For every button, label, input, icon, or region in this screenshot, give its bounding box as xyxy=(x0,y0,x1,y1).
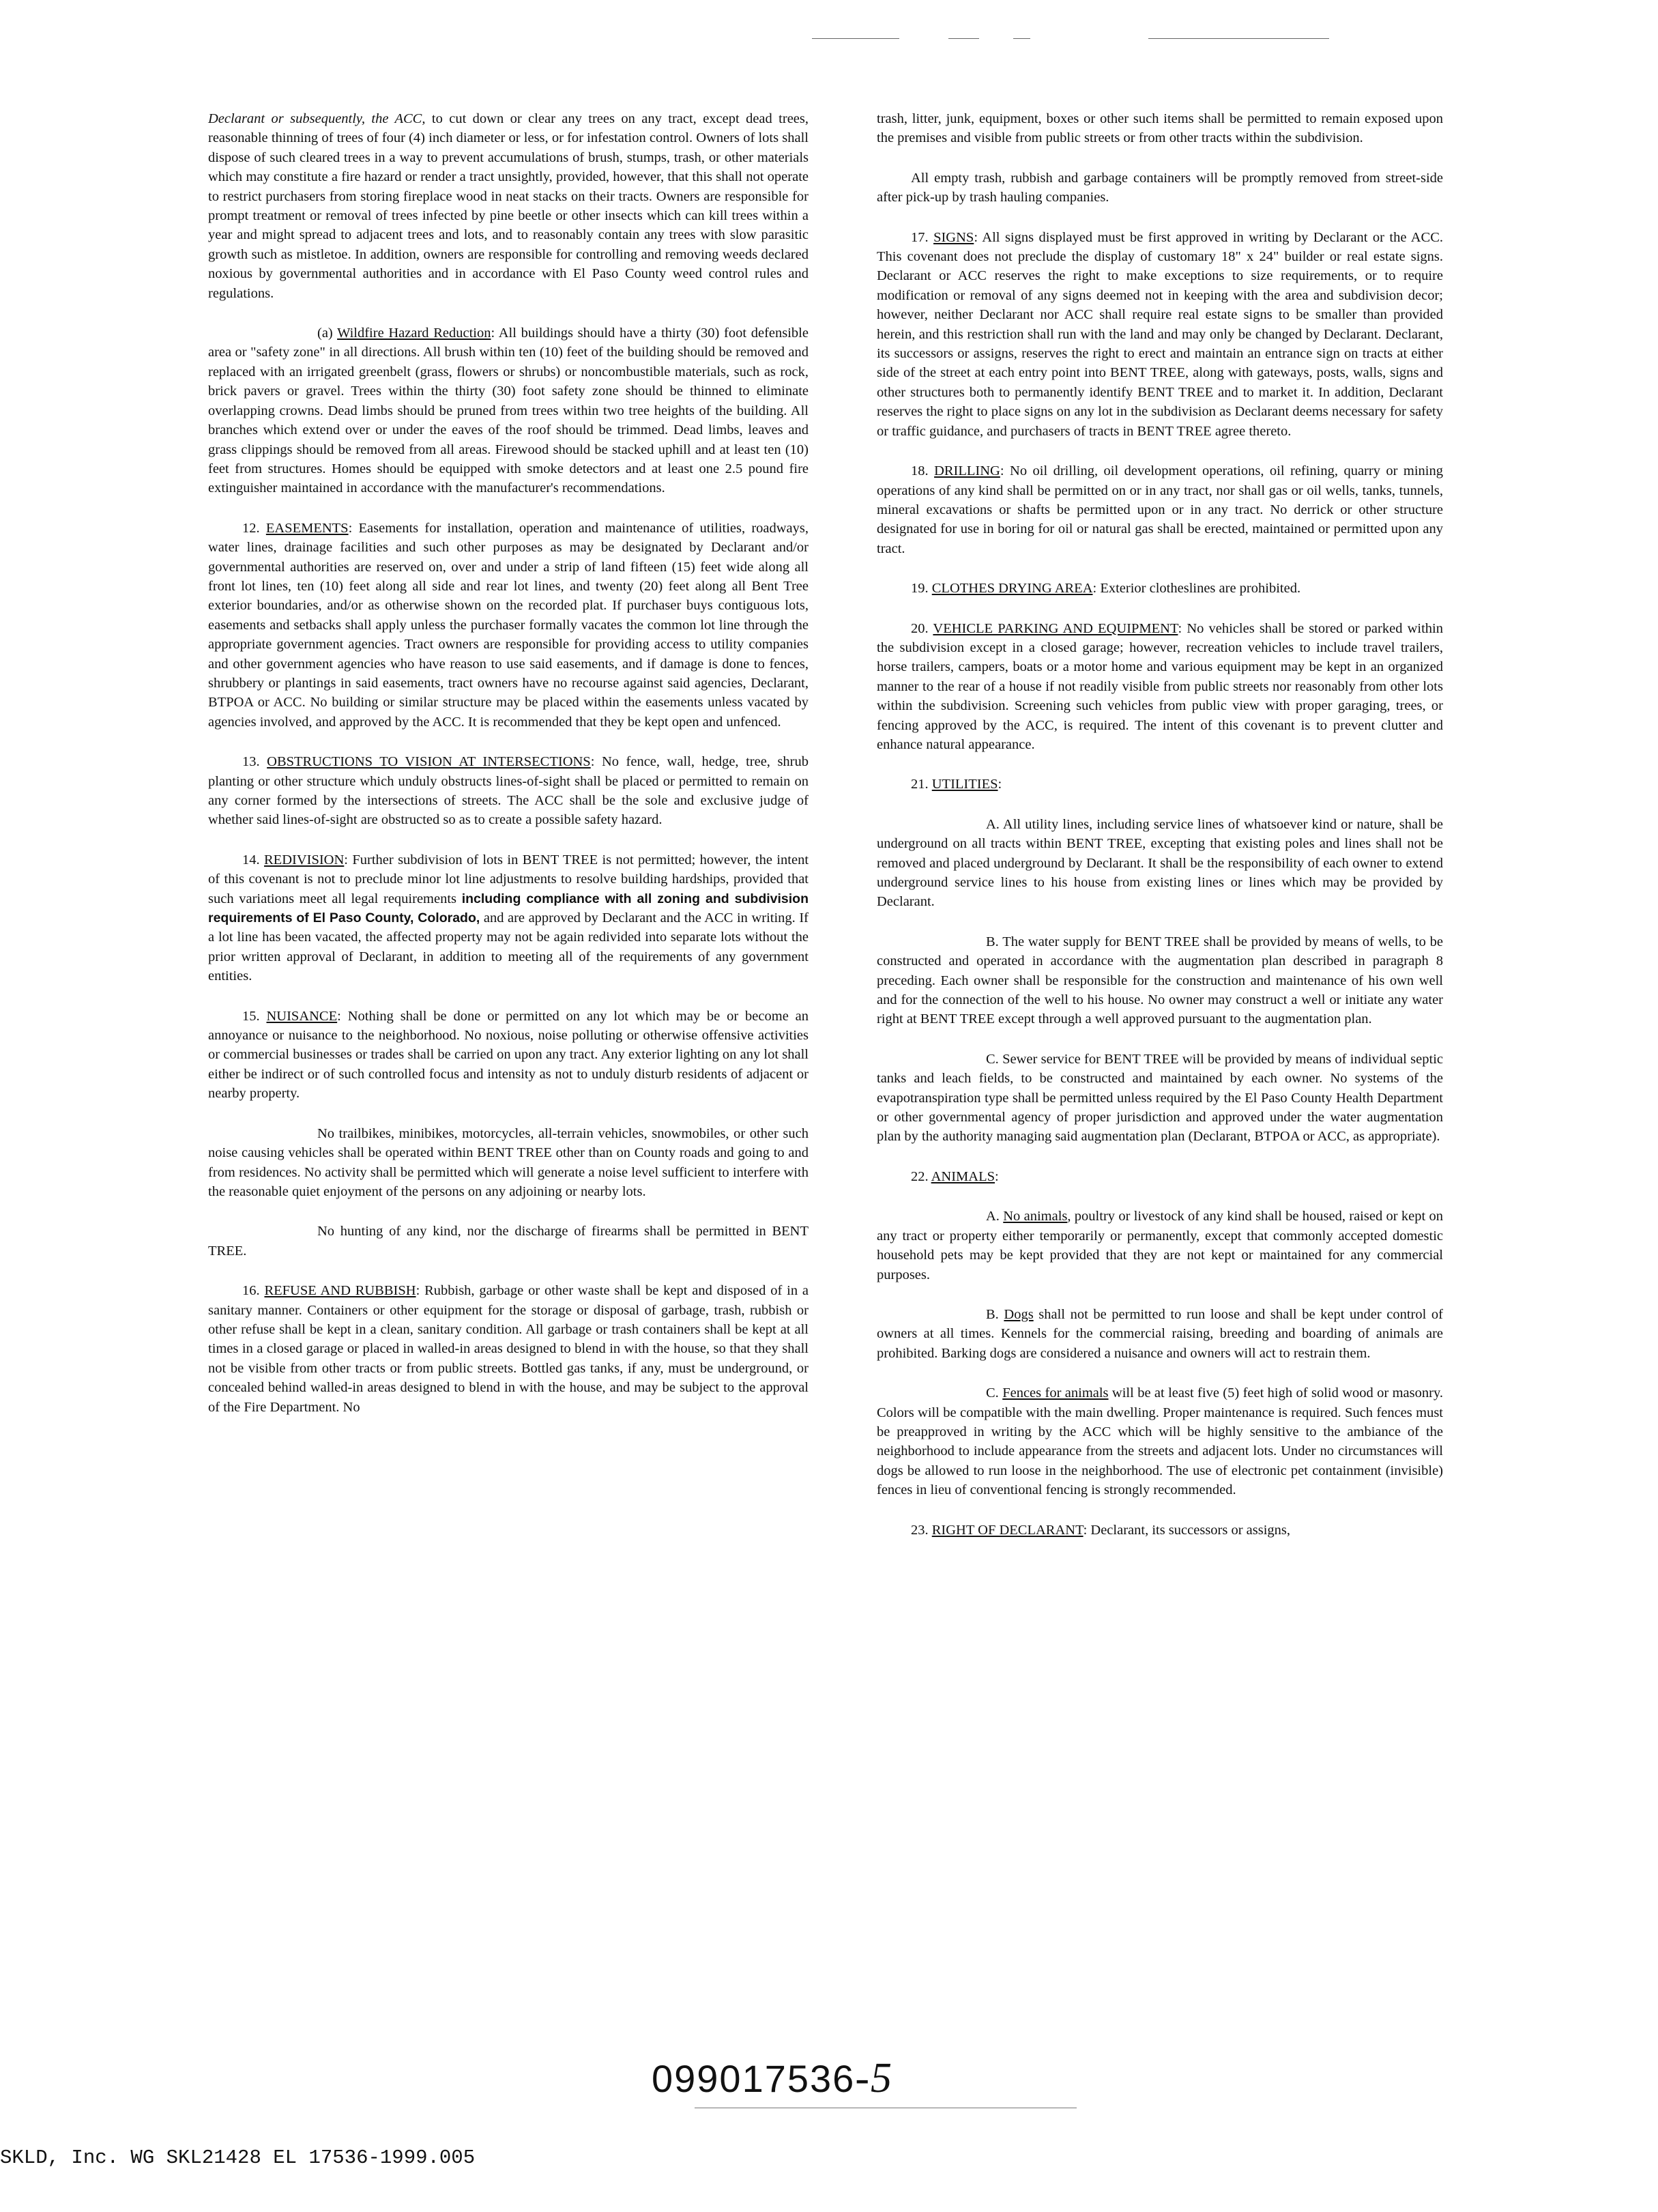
paragraph-text: shall not be permitted to run loose and shall be kept under control of owners at all times. Kennels for the commercial raising, breeding and boarding of animals are prohibited. Barking dogs are considered a nuisance and owners will act to restrain them. xyxy=(877,1306,1443,1361)
section-number: 14. xyxy=(242,852,264,867)
paragraph-text: : Exterior clotheslines are prohibited. xyxy=(1092,581,1301,597)
section-number: 15. xyxy=(242,1008,267,1024)
paragraph-text: : xyxy=(995,1168,999,1184)
section-heading: DRILLING xyxy=(934,463,1000,479)
top-rule xyxy=(1148,38,1329,39)
paragraph-lead: B. xyxy=(986,1306,1004,1322)
section-heading: EASEMENTS xyxy=(265,520,349,536)
paragraph-vehicles: No trailbikes, minibikes, motorcycles, all-terrain vehicles, snowmobiles, or other such noise causing vehicles shall be operated within BENT TREE other than on County roads and going to and from residences. No activity shall be permitted which will generate a noise level sufficient to interfere with the reasonable quiet enjoyment of the persons on any adjoining or nearby lots. xyxy=(208,1125,809,1199)
top-rule xyxy=(948,38,979,39)
paragraph-refuse-continued: trash, litter, junk, equipment, boxes or other such items shall be permitted to remain exposed upon the premises and visible from public streets or from other tracts within the subdivision. xyxy=(877,111,1443,146)
document-number-stamp xyxy=(652,2054,893,2103)
paragraph-text: , poultry or livestock of any kind shall be housed, raised or kept on any tract or property either temporarily or permanently, except that commonly accepted domestic household pets may be kept provided that they are not kept or maintained for any commercial purposes. xyxy=(877,1209,1443,1282)
section-heading: REDIVISION xyxy=(264,852,345,867)
section-heading: REFUSE AND RUBBISH xyxy=(264,1283,416,1299)
section-18-drilling xyxy=(877,461,1443,558)
section-number: 12. xyxy=(242,520,266,536)
section-heading: Wildfire Hazard Reduction xyxy=(337,326,491,341)
section-heading: Fences for animals xyxy=(1002,1385,1109,1401)
section-number: 13. xyxy=(242,754,267,770)
section-23-right-of-declarant xyxy=(877,1521,1443,1540)
paragraph-utilities-c: C. Sewer service for BENT TREE will be provided by means of individual septic tanks and leach fields, to be constructed and maintained by each owner. No systems of the evapotranspiration type shall be permitted unless required by the El Paso County Health Department or other governmental agency of proper jurisdiction and approved under the water augmentation plan by the authority managing said augmentation plan (Declarant, BTPOA or ACC, as appropriate). xyxy=(877,1051,1443,1145)
section-number: 17. xyxy=(911,229,934,245)
section-17-signs xyxy=(877,228,1443,441)
paragraph-lead: Declarant or subsequently, the ACC, xyxy=(208,111,426,126)
paragraph-text: will be at least five (5) feet high of solid wood or masonry. Colors will be compatible with the main dwelling. Proper maintenance is required. Such fences must be preapproved in writing by the ACC which will be highly sensitive to the ambiance of the neighborhood to include appearance from the streets and adjacent lots. Under no circumstances will dogs be allowed to run loose in the neighborhood. The use of electronic pet containment (invisible) fences in lieu of conventional fencing is strongly recommended. xyxy=(877,1385,1443,1498)
handwritten-page-suffix: -5 xyxy=(855,2055,893,2101)
paragraph-text: : Easements for installation, operation and maintenance of utilities, roadways, water lines, drainage facilities and such other purposes as may be designated by Declarant and/or governmental authorities are reserved on, over and under a strip of land fifteen (15) feet wide along all front lot lines, ten (10) feet along all side and rear lot lines, and twenty (20) feet along all Bent Tree exterior boundaries, and/or as otherwise shown on the recorded plat. If purchaser buys contiguous lots, easements and setbacks shall apply unless the purchaser formally vacates the common lot line through the appropriate government agencies. Tract owners are responsible for providing access to utility companies and other government agencies who have reason to use said easements, and if damage is done to fences, shrubbery or plantings in said easements, tract owners have no recourse against said agencies, Declarant, BTPOA or ACC. No building or similar structure may be placed within the easements unless vacated by agencies involved, and approved by the ACC. It is recommended that they be kept open and unfenced. xyxy=(208,520,809,730)
section-14-redivision xyxy=(208,850,809,986)
section-21-utilities xyxy=(877,775,1443,794)
section-heading: VEHICLE PARKING AND EQUIPMENT xyxy=(933,620,1178,636)
section-heading: SIGNS xyxy=(933,229,974,245)
section-13-obstructions xyxy=(208,752,809,830)
paragraph-animals-b xyxy=(877,1305,1443,1363)
section-number: 20. xyxy=(911,620,933,636)
section-16-refuse xyxy=(208,1281,809,1417)
paragraph-lead: A. xyxy=(986,1209,1004,1224)
section-heading: NUISANCE xyxy=(266,1008,338,1024)
paragraph-trees xyxy=(208,109,809,303)
section-number: 23. xyxy=(911,1522,932,1538)
section-heading: RIGHT OF DECLARANT xyxy=(931,1522,1083,1538)
paragraph-text: : Rubbish, garbage or other waste shall be kept and disposed of in a sanitary manner. Containers or other equipment for the storage or disposal of garbage, trash, rubbish or other refuse shall be kept in a clean, sanitary condition. All garbage or trash containers shall be kept at all times in a closed garage or placed in walled-in areas designed to blend in with the house, so that they shall not be visible from other tracts or from public streets. Bottled gas tanks, if any, must be underground, or concealed behind walled-in areas designed to blend in with the house, and may be subject to the approval of the Fire Department. No xyxy=(208,1283,809,1415)
paragraph-text: : All buildings should have a thirty (30) foot defensible area or "safety zone" in all directions. All brush within ten (10) feet of the building should be removed and replaced with an irrigated greenbelt (grass, flowers or shrubs) or noncombustible materials, such as rock, brick pavers or gravel. Trees within the thirty (30) foot safety zone should be thinned to eliminate overlapping crowns. Dead limbs should be pruned from trees within two tree heights of the building. All branches which extend over or under the eaves of the roof should be trimmed. Dead limbs, leaves and grass clippings should be removed from all areas. Firewood should be stacked uphill and at least ten (10) feet from structures. Homes should be equipped with smoke detectors and at least one 2.5 pound fire extinguisher maintained in accordance with the manufacturer's recommendations. xyxy=(208,326,809,496)
paragraph-text: : All signs displayed must be first approved in writing by Declarant or the ACC. This covenant does not preclude the display of customary 18" x 24" builder or real estate signs. Declarant or ACC reserves the right to make exceptions to size requirements, or to require modification or removal of any signs deemed not in keeping with the area and subdivision decor; however, neither Declarant nor ACC shall require real estate signs to be smaller than provided herein, and this restriction shall run with the land and may only be changed by Declarant. Declarant, its successors or assigns, reserves the right to erect and maintain an entrance sign on tracts at either side of the street at each entry point into BENT TREE, along with gateways, posts, walls, signs and other structures both to permanently identify BENT TREE and to market it. In addition, Declarant reserves the right to place signs on any lot in the subdivision as Declarant deems necessary for safety or traffic guidance, and purchasers of tracts in BENT TREE agree thereto. xyxy=(877,229,1443,439)
top-rule xyxy=(1013,38,1030,39)
section-15-nuisance xyxy=(208,1007,809,1104)
paragraph-text: to cut down or clear any trees on any tract, except dead trees, reasonable thinning of trees of four (4) inch diameter or less, or for infestation control. Owners of lots shall dispose of such cleared trees in a way to prevent accumulations of brush, stumps, trash, or other materials which may constitute a fire hazard or render a tract unsightly, provided, however, that this shall not operate to restrict purchasers from storing fireplace wood in neat stacks on their tracts. Owners are responsible for prompt treatment or removal of trees infected by pine beetle or other insects which can kill trees within a year and might spread to adjacent trees and lots, and to reasonably contain any trees with slow parasitic growth such as mistletoe. In addition, owners are responsible for controlling and removing weeds declared noxious by governmental authorities and in accordance with El Paso County weed control rules and regulations. xyxy=(208,111,809,301)
paragraph-animals-c xyxy=(877,1383,1443,1499)
section-number: 19. xyxy=(911,581,932,597)
section-20-vehicle-parking xyxy=(877,619,1443,755)
paragraph-text: : Nothing shall be done or permitted on any lot which may be or become an annoyance or nuisance to the neighborhood. No noxious, noise polluting or otherwise offensive activities or commercial businesses or trades shall be carried on upon any tract. Any exterior lighting on any lot shall either be indirect or of such controlled focus and intensity as not to unduly disturb residents of adjacent or nearby property. xyxy=(208,1008,809,1102)
paragraph-text: and are approved by Declarant and the ACC in writing. If a lot line has been vacated, the affected property may not be again redivided into separate lots without the prior written approval of Declarant, in addition to meeting all of the requirements of any government entities. xyxy=(208,910,809,984)
paragraph-utilities-a: A. All utility lines, including service lines of whatsoever kind or nature, shall be underground on all tracts within BENT TREE, excepting that existing poles and lines shall not be removed and placed underground by Declarant. It shall be the responsibility of each owner to extend underground service lines to his house from existing lines or lines which may be provided by Declarant. xyxy=(877,816,1443,910)
paragraph-lead: (a) xyxy=(317,326,338,341)
section-number: 22. xyxy=(911,1168,931,1184)
section-19-clothes-drying xyxy=(877,579,1443,598)
paragraph-hunting: No hunting of any kind, nor the discharge of firearms shall be permitted in BENT TREE. xyxy=(208,1224,809,1259)
section-heading: UTILITIES xyxy=(931,777,998,792)
section-number: 18. xyxy=(911,463,935,479)
section-heading: ANIMALS xyxy=(931,1168,995,1184)
paragraph-text: : xyxy=(998,777,1002,792)
section-heading: No animals xyxy=(1003,1209,1068,1224)
footer-reference: SKLD, Inc. WG SKL21428 EL 17536-1999.005 xyxy=(0,2146,476,2169)
right-column xyxy=(877,109,1443,1560)
paragraph-wildfire xyxy=(208,324,809,498)
paragraph-utilities-b: B. The water supply for BENT TREE shall be provided by means of wells, to be constructed and operated in accordance with the augmentation plan described in paragraph 8 preceding. Each owner shall be responsible for the construction and maintenance of his own well and for the connection of the well to his house. No owner may construct a well or initiate any water right at BENT TREE except through a well approved pursuant to the augmentation plan. xyxy=(877,934,1443,1027)
section-heading: OBSTRUCTIONS TO VISION AT INTERSECTIONS xyxy=(267,754,591,770)
paragraph-text: : No fence, wall, hedge, tree, shrub planting or other structure which unduly obstructs lines-of-sight shall be placed or permitted to remain on any corner formed by the intersections of streets. The ACC shall be the sole and exclusive judge of whether said lines-of-sight are obstructed so as to create a possible safety hazard. xyxy=(208,754,809,828)
paragraph-lead: C. xyxy=(986,1385,1003,1401)
paragraph-containers: All empty trash, rubbish and garbage containers will be promptly removed from street-side after pick-up by trash hauling companies. xyxy=(877,170,1443,205)
section-22-animals xyxy=(877,1167,1443,1186)
paragraph-animals-a xyxy=(877,1207,1443,1284)
left-column xyxy=(208,109,809,1437)
section-number: 21. xyxy=(911,777,932,792)
section-12-easements xyxy=(208,519,809,732)
paragraph-text: : Declarant, its successors or assigns, xyxy=(1083,1522,1291,1538)
section-number: 16. xyxy=(242,1283,265,1299)
document-number: 099017536 xyxy=(652,2057,856,2100)
paragraph-text: : Further subdivision of lots in BENT TREE is not permitted; however, the intent of this covenant is not to preclude minor lot line adjustments to resolve building hardships, provided that such variations meet all legal requirements xyxy=(208,852,809,906)
section-heading: CLOTHES DRYING AREA xyxy=(931,581,1093,597)
paragraph-text: : No vehicles shall be stored or parked within the subdivision except in a closed garage; however, recreation vehicles to include travel trailers, horse trailers, campers, boats or a motor home and various equipment may be kept in an organized manner to the rear of a house if not readily visible from public streets nor reasonably from other lots within the subdivision. Screening such vehicles from public view with proper garaging, trees, or fencing approved by the ACC, is required. The intent of this covenant is to prevent clutter and enhance natural appearance. xyxy=(877,620,1443,752)
bold-clause: including compliance with all zoning and subdivision requirements of El Paso County, Colorado, xyxy=(208,891,809,926)
paragraph-text: : No oil drilling, oil development operations, oil refining, quarry or mining operations of any kind shall be permitted on or in any tract, nor shall gas or oil wells, tanks, tunnels, mineral excavations or shafts be permitted upon or in any tract. No derrick or other structure designated for use in boring for oil or natural gas shall be erected, maintained or permitted upon any tract. xyxy=(877,463,1444,556)
top-rule xyxy=(812,38,899,39)
section-heading: Dogs xyxy=(1004,1306,1034,1322)
